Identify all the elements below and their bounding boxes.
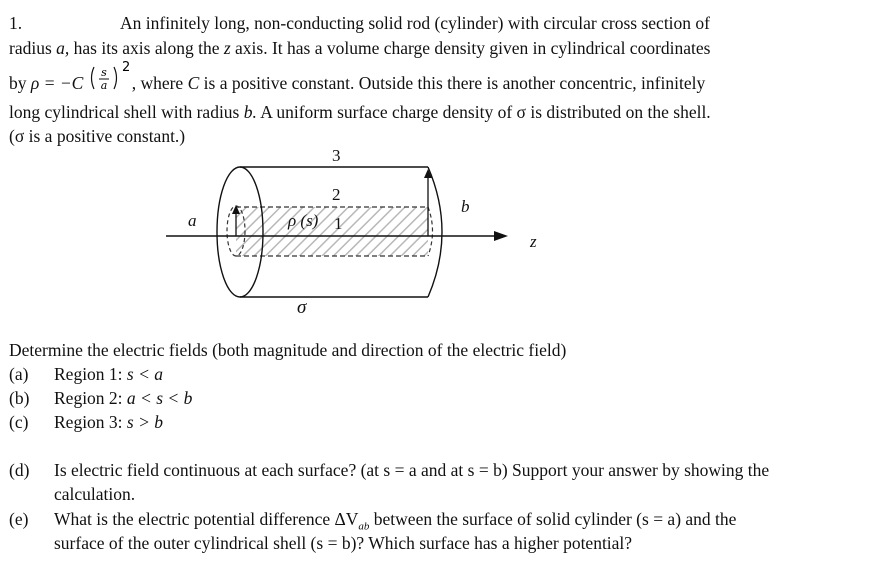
part-c-tag: (c) bbox=[9, 412, 29, 432]
exponent: 2 bbox=[121, 60, 130, 75]
prompt-text: Determine the electric fields (both magnitude and direction of the electric field) bbox=[9, 340, 567, 360]
inner-rod-fill bbox=[236, 207, 428, 256]
part-a-cond: s < a bbox=[126, 364, 164, 384]
part-a-text bbox=[54, 363, 163, 385]
part-a-label: Region 1: bbox=[54, 364, 127, 384]
region-1-label: 1 bbox=[334, 214, 343, 233]
z-axis-arrowhead bbox=[494, 231, 508, 241]
part-b-tag: (b) bbox=[9, 388, 30, 408]
b-label: b bbox=[461, 197, 470, 216]
part-b-cond: a < s < b bbox=[126, 388, 193, 408]
part-d-line-1: Is electric field continuous at each surface? (at s = a and at s = b) Support your answer by showing the bbox=[54, 460, 770, 480]
frac-den: a bbox=[100, 78, 107, 92]
part-a-tag: (a) bbox=[9, 364, 29, 384]
frac-num: s bbox=[100, 65, 107, 79]
var-z: z bbox=[223, 38, 231, 58]
text-span: by bbox=[9, 73, 31, 93]
part-e-tag: (e) bbox=[9, 509, 29, 529]
text-span: A uniform surface charge density of σ is distributed on the shell. bbox=[256, 102, 711, 122]
problem-number: 1. bbox=[9, 13, 23, 33]
text-span: , where bbox=[131, 73, 188, 93]
var-c: C bbox=[187, 73, 200, 93]
part-c-label: Region 3: bbox=[54, 412, 127, 432]
text-span: has its axis along the bbox=[69, 38, 224, 58]
text-span: is a positive constant. Outside this there is another concentric, infinitely bbox=[199, 73, 706, 93]
part-d-tag: (d) bbox=[9, 460, 30, 480]
part-d-line-2: calculation. bbox=[54, 484, 136, 504]
text-span: axis. It has a volume charge density given in cylindrical coordinates bbox=[230, 38, 711, 58]
inner-rod-right-end bbox=[428, 207, 433, 256]
part-b-text bbox=[54, 387, 192, 409]
rho-label: ρ (s) bbox=[288, 211, 319, 230]
text-span: long cylindrical shell with radius bbox=[9, 102, 244, 122]
part-e-line-2: surface of the outer cylindrical shell (s = b)? Which surface has a higher potential? bbox=[54, 533, 633, 553]
region-2-label: 2 bbox=[332, 185, 341, 204]
part-c-cond: s > b bbox=[126, 412, 164, 432]
z-label: z bbox=[530, 232, 537, 251]
problem-line-1: An infinitely long, non-conducting solid rod (cylinder) with circular cross section of bbox=[120, 13, 711, 33]
part-c-text bbox=[54, 411, 163, 433]
outer-shell-right-end bbox=[428, 167, 442, 297]
rho-expression: ρ = −C bbox=[30, 73, 84, 93]
a-label: a bbox=[188, 211, 197, 230]
problem-line-5: (σ is a positive constant.) bbox=[9, 126, 186, 146]
var-b: b. bbox=[243, 102, 257, 122]
part-e-subscript: ab bbox=[358, 520, 370, 533]
text-span: radius bbox=[9, 38, 57, 58]
region-3-label: 3 bbox=[332, 146, 341, 165]
part-e-text: between the surface of solid cylinder (s = a) and the bbox=[369, 509, 737, 529]
part-e-text: What is the electric potential difference ΔV bbox=[54, 509, 359, 529]
part-b-label: Region 2: bbox=[54, 388, 127, 408]
var-a: a, bbox=[56, 38, 70, 58]
sigma-label: σ bbox=[297, 297, 307, 318]
